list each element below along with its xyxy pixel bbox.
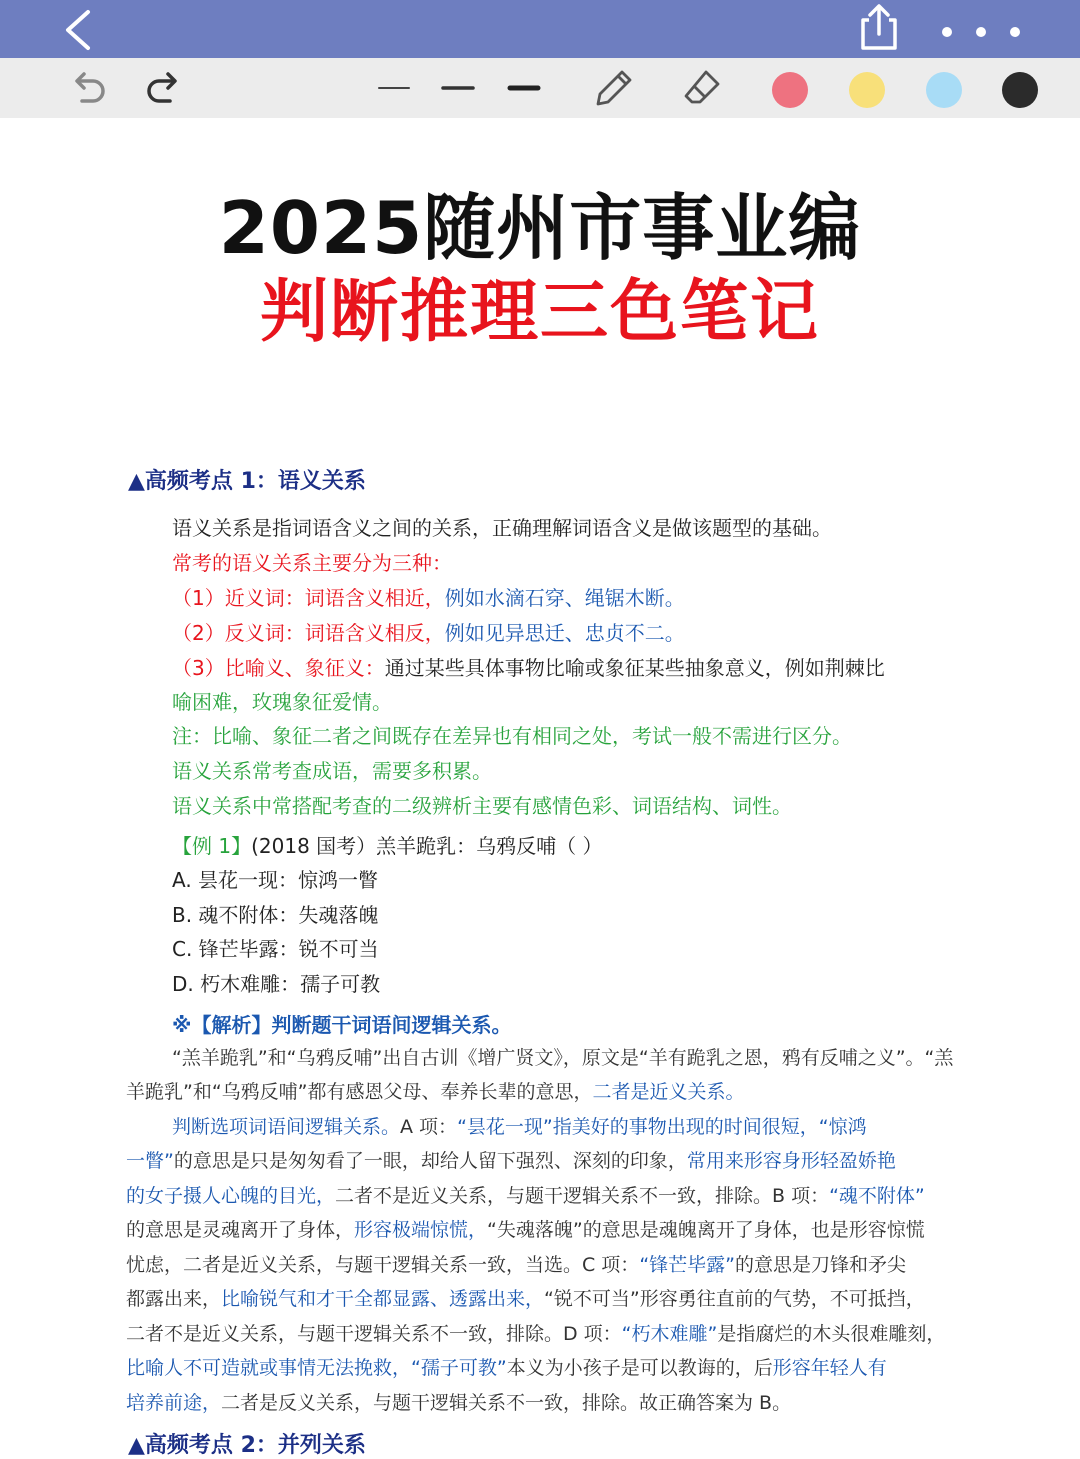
analysis-span: 一瞥” xyxy=(126,1150,174,1172)
example-tag: 【例 1】 xyxy=(172,834,252,858)
types-intro: 常考的语义关系主要分为三种： xyxy=(172,551,452,575)
analysis-p2-line9 xyxy=(126,1388,791,1415)
analysis-p2-line3 xyxy=(126,1181,925,1208)
option-a: A. 昙花一现：惊鸿一瞥 xyxy=(172,868,379,892)
type-1-def: （1）近义词：词语含义相近， xyxy=(172,586,445,610)
analysis-p1-line2 xyxy=(126,1077,745,1104)
analysis-span: “锋芒毕露” xyxy=(639,1254,735,1276)
color-swatch-blue[interactable] xyxy=(926,72,962,108)
analysis-span: 形容极端惊慌， xyxy=(354,1219,488,1241)
analysis-heading: ※【解析】判断题干词语间逻辑关系。 xyxy=(172,1013,512,1037)
analysis-span: 是指腐烂的木头很难雕刻， xyxy=(717,1323,946,1345)
analysis-span: “失魂落魄”的意思是魂魄离开了身体，也是形容惊慌 xyxy=(487,1219,925,1241)
analysis-span: 二者是反义关系，与题干逻辑关系不一致，排除。故正确答案为 B。 xyxy=(221,1392,792,1414)
intro-text: 语义关系是指词语含义之间的关系，正确理解词语含义是做该题型的基础。 xyxy=(172,516,832,540)
type-3-desc: 通过某些具体事物比喻或象征某些抽象意义，例如荆棘比 xyxy=(384,656,885,680)
pen-icon[interactable] xyxy=(590,58,638,118)
analysis-span: 的女子摄人心魄的目光， xyxy=(126,1185,336,1207)
type-2-example: 例如见异思迁、忠贞不二。 xyxy=(444,621,685,645)
stroke-thick-option[interactable] xyxy=(506,58,542,118)
stroke-thin-option[interactable] xyxy=(376,58,412,118)
drawing-toolbar xyxy=(0,58,1080,118)
undo-icon[interactable] xyxy=(66,58,110,118)
stroke-medium-option[interactable] xyxy=(440,58,476,118)
redo-icon[interactable] xyxy=(142,58,186,118)
note-1: 注：比喻、象征二者之间既存在差异也有相同之处，考试一般不需进行区分。 xyxy=(172,724,852,748)
analysis-p2-line5 xyxy=(126,1250,906,1277)
option-c: C. 锋芒毕露：锐不可当 xyxy=(172,937,379,961)
analysis-p1-text: 羊跪乳”和“乌鸦反哺”都有感恩父母、奉养长辈的意思， xyxy=(126,1081,593,1103)
document-title: 2025随州市事业编 xyxy=(218,186,862,270)
type-2-line xyxy=(172,617,685,646)
analysis-span: 的意思是只是匆匆看了一眼，却给人留下强烈、深刻的印象， xyxy=(173,1150,687,1172)
chevron-left-icon[interactable] xyxy=(60,8,100,52)
option-a-analysis: “昙花一现”指美好的事物出现的时间很短，“惊鸿 xyxy=(457,1116,867,1138)
note-3: 语义关系中常搭配考查的二级辨析主要有感情色彩、词语结构、词性。 xyxy=(172,794,792,818)
analysis-span: “孺子可教” xyxy=(411,1357,507,1379)
type-3-cont: 喻困难，玫瑰象征爱情。 xyxy=(172,690,392,714)
analysis-span: 比喻人不可造就或事情无法挽救， xyxy=(126,1357,412,1379)
more-dots-icon[interactable] xyxy=(930,12,1030,52)
type-2-def: （2）反义词：词语含义相反， xyxy=(172,621,445,645)
document-subtitle: 判断推理三色笔记 xyxy=(259,273,820,352)
color-swatch-black[interactable] xyxy=(1002,72,1038,108)
analysis-span: 二者不是近义关系，与题干逻辑关系不一致，排除。D 项： xyxy=(126,1323,622,1345)
type-1-example: 例如水滴石穿、绳锯木断。 xyxy=(444,586,685,610)
type-1-line xyxy=(172,582,685,611)
analysis-span: “魂不附体” xyxy=(829,1185,925,1207)
analysis-p1-line1: “羔羊跪乳”和“乌鸦反哺”出自古训《增广贤文》，原文是“羊有跪乳之恩，鸦有反哺之义”。“羔 xyxy=(172,1047,954,1069)
option-a-label: A 项： xyxy=(400,1116,458,1138)
analysis-span: 常用来形容身形轻盈娇艳 xyxy=(686,1150,896,1172)
analysis-span: 本义为小孩子是可以教诲的，后 xyxy=(506,1357,773,1379)
share-icon[interactable] xyxy=(856,2,902,52)
analysis-p2-lead: 判断选项词语间逻辑关系。 xyxy=(172,1116,401,1138)
analysis-span: “朽木难雕” xyxy=(621,1323,718,1345)
option-d: D. 朽木难雕：孺子可教 xyxy=(172,972,381,996)
analysis-p2-line4 xyxy=(126,1215,925,1242)
analysis-p1-conclusion: 二者是近义关系。 xyxy=(592,1081,745,1103)
analysis-p2-line7 xyxy=(126,1319,945,1346)
analysis-span: 都露出来， xyxy=(126,1288,222,1310)
option-b: B. 魂不附体：失魂落魄 xyxy=(172,903,379,927)
eraser-icon[interactable] xyxy=(678,58,726,118)
section-heading: ▲高频考点 1：语义关系 xyxy=(128,469,366,494)
analysis-span: 忧虑，二者是近义关系，与题干逻辑关系一致，当选。C 项： xyxy=(126,1254,640,1276)
analysis-p2-line2 xyxy=(126,1146,896,1173)
analysis-span: 比喻锐气和才干全都显露、透露出来， xyxy=(221,1288,545,1310)
type-3-line xyxy=(172,652,885,681)
analysis-span: 培养前途， xyxy=(126,1392,222,1414)
analysis-span: 的意思是灵魂离开了身体， xyxy=(126,1219,355,1241)
example-question xyxy=(172,830,603,859)
color-swatch-yellow[interactable] xyxy=(849,72,885,108)
analysis-span: 的意思是刀锋和矛尖 xyxy=(735,1254,907,1276)
analysis-span: 二者不是近义关系，与题干逻辑关系不一致，排除。B 项： xyxy=(335,1185,830,1207)
analysis-p2-line1 xyxy=(172,1112,867,1139)
analysis-span: 形容年轻人有 xyxy=(772,1357,887,1379)
note-2: 语义关系常考查成语，需要多积累。 xyxy=(172,759,492,783)
top-app-bar xyxy=(0,0,1080,58)
analysis-span: “锐不可当”形容勇往直前的气势，不可抵挡， xyxy=(544,1288,925,1310)
type-3-def: （3）比喻义、象征义： xyxy=(172,656,385,680)
analysis-p2-line6 xyxy=(126,1284,925,1311)
analysis-p2-line8 xyxy=(126,1353,887,1380)
next-section-heading: ▲高频考点 2：并列关系 xyxy=(128,1433,366,1458)
color-swatch-pink[interactable] xyxy=(772,72,808,108)
example-stem: (2018 国考）羔羊跪乳：乌鸦反哺（ ） xyxy=(251,834,603,858)
